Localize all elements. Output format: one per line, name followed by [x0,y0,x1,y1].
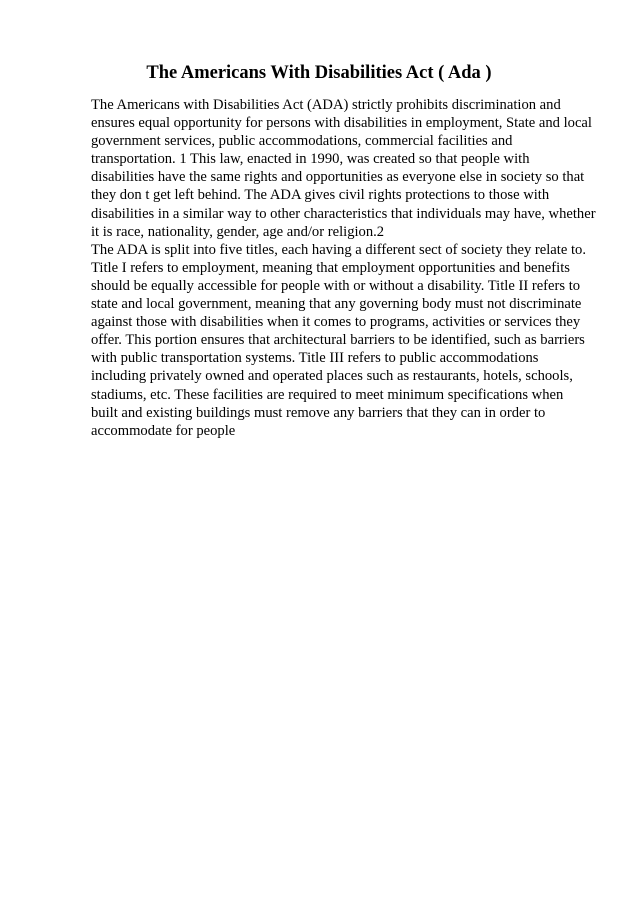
body-line: transportation. 1 This law, enacted in 1990, was created so that people with [91,151,530,168]
document-body [91,96,601,440]
body-line: with public transportation systems. Title III refers to public accommodations [91,350,539,367]
body-line: including privately owned and operated places such as restaurants, hotels, schools, [91,368,573,385]
body-line: The ADA is split into five titles, each having a different sect of society they relate to. [91,241,586,258]
body-line: it is race, nationality, gender, age and/or religion.2 [91,223,385,240]
body-line: stadiums, etc. These facilities are required to meet minimum specifications when [91,386,564,403]
body-line: accommodate for people [91,422,236,439]
body-line: state and local government, meaning that any governing body must not discriminate [91,296,582,313]
body-line: they don t get left behind. The ADA gives civil rights protections to those with [91,187,550,204]
body-line: Title I refers to employment, meaning that employment opportunities and benefits [91,259,570,276]
body-line: disabilities have the same rights and opportunities as everyone else in society so that [91,169,585,186]
body-line: should be equally accessible for people with or without a disability. Title II refers to [91,277,581,294]
body-line: ensures equal opportunity for persons with disabilities in employment, State and local [91,115,592,132]
body-line: offer. This portion ensures that architectural barriers to be identified, such as barriers [91,332,585,349]
body-line: government services, public accommodations, commercial facilities and [91,133,513,150]
body-line: disabilities in a similar way to other characteristics that individuals may have, whether [91,205,596,222]
body-line: against those with disabilities when it comes to programs, activities or services they [91,314,581,331]
document-title: The Americans With Disabilities Act ( Ada ) [146,63,492,83]
body-line: The Americans with Disabilities Act (ADA) strictly prohibits discrimination and [91,97,561,113]
body-line: built and existing buildings must remove any barriers that they can in order to [91,404,546,421]
